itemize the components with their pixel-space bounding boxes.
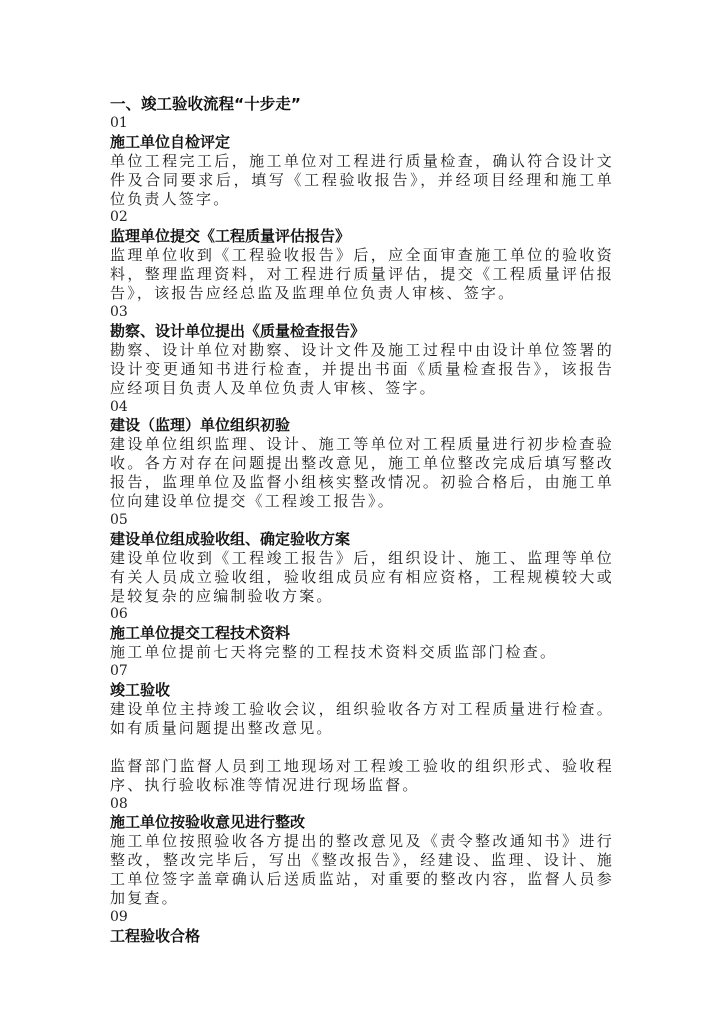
document-title: 一、竣工验收流程“十步走” — [110, 95, 301, 113]
step-04 — [110, 398, 614, 511]
step-heading: 勘察、设计单位提出《质量检查报告》 — [110, 321, 366, 340]
step-03 — [110, 303, 614, 398]
step-06 — [110, 605, 614, 662]
step-paragraph: 勘察、设计单位对勘察、设计文件及施工过程中由设计单位签署的设计变更通知书进行检查，并提出书面《质量检查报告》，该报告应经项目负责人及单位负责人审核、签字。 — [110, 340, 614, 397]
step-number: 02 — [110, 209, 128, 226]
step-heading: 监理单位提交《工程质量评估报告》 — [110, 227, 351, 246]
step-07 — [110, 662, 614, 794]
step-heading: 建设（监理）单位组织初验 — [110, 416, 291, 435]
step-number: 06 — [110, 606, 128, 623]
step-number: 08 — [110, 795, 128, 812]
step-paragraph: 建设单位收到《工程竣工报告》后，组织设计、施工、监理等单位有关人员成立验收组，验收组成员应有相应资格，工程规模较大或是较复杂的应编制验收方案。 — [110, 548, 614, 605]
step-body — [110, 341, 614, 398]
step-number: 03 — [110, 303, 128, 320]
step-body — [110, 549, 614, 606]
step-08 — [110, 795, 614, 908]
step-heading: 施工单位提交工程技术资料 — [110, 624, 291, 643]
step-paragraph: 建设单位组织监理、设计、施工等单位对工程质量进行初步检查验收。各方对存在问题提出整改意见，施工单位整改完成后填写整改报告，监理单位及监督小组核实整改情况。初验合格后，由施工单位向建设单位提交《工程竣工报告》。 — [110, 435, 614, 511]
document-page — [110, 95, 614, 946]
step-paragraph: 建设单位主持竣工验收会议，组织验收各方对工程质量进行检查。如有质量问题提出整改意见。 — [110, 700, 614, 737]
step-number: 01 — [110, 114, 128, 131]
step-number: 05 — [110, 511, 128, 528]
step-body — [110, 152, 614, 209]
step-paragraph: 监督部门监督人员到工地现场对工程竣工验收的组织形式、验收程序、执行验收标准等情况进行现场监督。 — [110, 756, 614, 794]
step-body — [110, 246, 614, 303]
step-heading: 施工单位自检评定 — [110, 132, 231, 151]
step-paragraph: 施工单位按照验收各方提出的整改意见及《责令整改通知书》进行整改，整改完毕后，写出《整改报告》，经建设、监理、设计、施工单位签字盖章确认后送质监站，对重要的整改内容，监督人员参加复查。 — [110, 832, 614, 908]
step-paragraph: 监理单位收到《工程验收报告》后，应全面审查施工单位的验收资料，整理监理资料，对工程进行质量评估，提交《工程质量评估报告》，该报告应经总监及监理单位负责人审核、签字。 — [110, 246, 614, 303]
step-number: 04 — [110, 398, 128, 415]
step-heading: 竣工验收 — [110, 681, 171, 700]
step-02 — [110, 208, 614, 303]
step-body — [110, 435, 614, 511]
step-09 — [110, 908, 614, 946]
step-number: 07 — [110, 663, 128, 680]
step-body — [110, 643, 614, 662]
step-body — [110, 832, 614, 908]
step-01 — [110, 114, 614, 209]
step-paragraph: 施工单位提前七天将完整的工程技术资料交质监部门检查。 — [110, 643, 558, 662]
step-heading: 建设单位组成验收组、确定验收方案 — [110, 529, 351, 548]
step-number: 09 — [110, 908, 128, 925]
step-body — [110, 700, 614, 795]
step-heading: 工程验收合格 — [110, 926, 201, 945]
step-05 — [110, 511, 614, 606]
step-heading: 施工单位按验收意见进行整改 — [110, 813, 306, 832]
step-paragraph: 单位工程完工后，施工单位对工程进行质量检查，确认符合设计文件及合同要求后，填写《工程验收报告》，并经项目经理和施工单位负责人签字。 — [110, 151, 614, 208]
paragraph-spacer — [110, 738, 614, 757]
